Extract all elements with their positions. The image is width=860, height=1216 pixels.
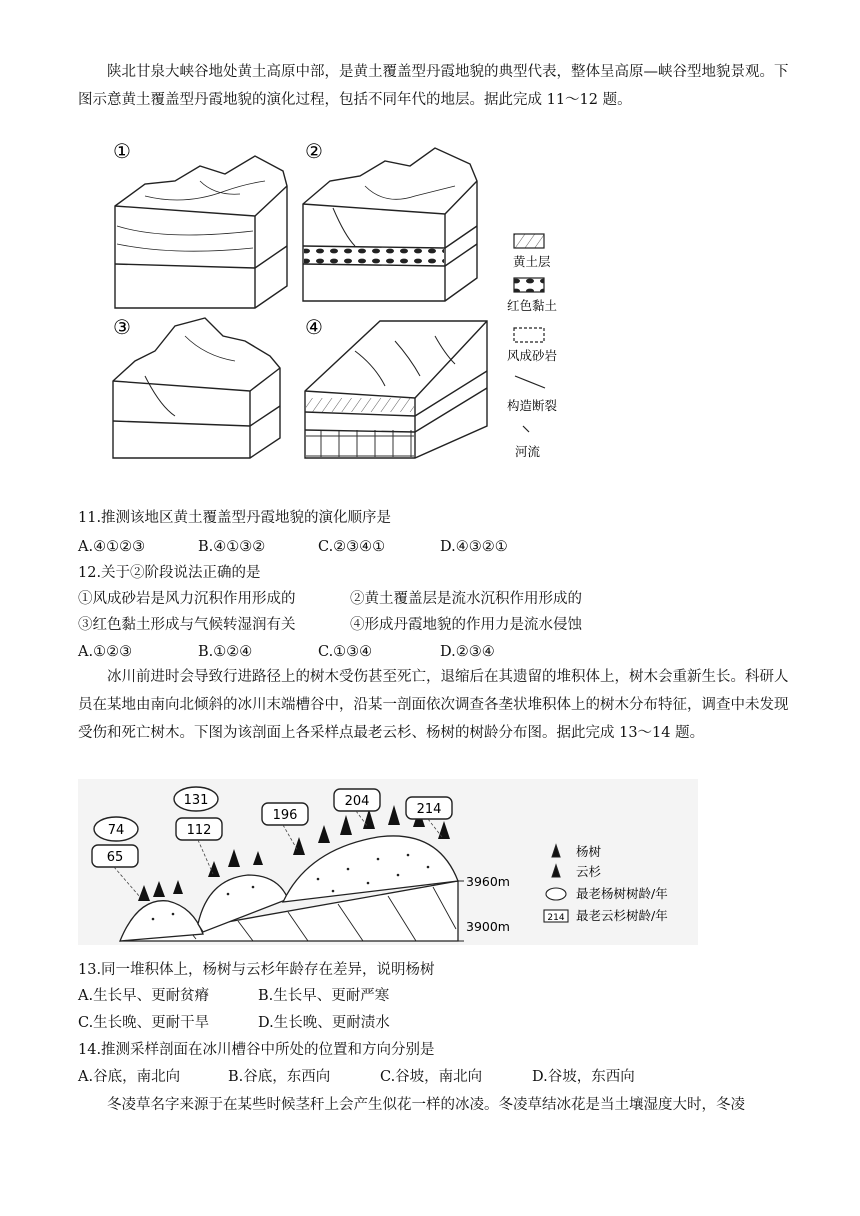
tree-age-profile-figure [78, 779, 698, 945]
elevation-upper: 3960m [466, 874, 510, 889]
stage-2-label: ② [305, 139, 323, 163]
landform-evolution-figure [105, 136, 575, 464]
stage-4-label: ④ [305, 315, 323, 339]
q12-statement-4: ④形成丹霞地貌的作用力是流水侵蚀 [350, 617, 582, 633]
legend-poplar: 杨树 [576, 844, 602, 859]
spruce-age-3: 214 [416, 802, 442, 817]
q11-option-a: A.④①②③ [78, 539, 146, 555]
intro-paragraph-2: 冰川前进时会导致行进路径上的树木受伤甚至死亡，退缩后在其遗留的堆积体上，树木会重新生长。科研人员在某地由南向北倾斜的冰川末端槽谷中，沿某一剖面依次调查各垄状堆积体上的树木分布特征，调查中未发现受伤和死亡树木。下图为该剖面上各采样点最老云杉、杨树的树龄分布图。据此完成 13～14 题。 [78, 669, 789, 741]
q12-option-c: C.①③④ [318, 644, 373, 660]
q14-stem: 14.推测采样剖面在冰川槽谷中所处的位置和方向分别是 [78, 1042, 435, 1058]
q14-option-d: D.谷坡，东西向 [532, 1069, 635, 1085]
block-stage-4 [305, 321, 487, 458]
q12-option-a: A.①②③ [78, 644, 133, 660]
q12-statement-2: ②黄土覆盖层是流水沉积作用形成的 [350, 591, 582, 607]
block-stage-3 [113, 318, 280, 458]
poplar-age-1: 74 [107, 823, 125, 838]
spruce-age-1: 65 [106, 850, 124, 865]
intro-paragraph-1: 陕北甘泉大峡谷地处黄土高原中部，是黄土覆盖型丹霞地貌的典型代表，整体呈高原—峡谷型地貌景观。下图示意黄土覆盖型丹霞地貌的演化过程，包括不同年代的地层。据此完成 11～12 题。 [78, 64, 789, 108]
poplar-age-3: 196 [272, 808, 298, 823]
q13-stem: 13.同一堆积体上，杨树与云杉年龄存在差异，说明杨树 [78, 962, 435, 978]
q12-statement-1: ①风成砂岩是风力沉积作用形成的 [78, 591, 296, 607]
legend-fault: 构造断裂 [507, 398, 558, 413]
q11-option-c: C.②③④① [318, 539, 386, 555]
elevation-lower: 3900m [466, 919, 510, 934]
stage-1-label: ① [113, 139, 131, 163]
poplar-age-4: 204 [344, 794, 370, 809]
q14-option-b: B.谷底，东西向 [228, 1069, 331, 1085]
q11-option-d: D.④③②① [440, 539, 508, 555]
poplar-age-2: 131 [183, 793, 209, 808]
q11-stem: 11.推测该地区黄土覆盖型丹霞地貌的演化顺序是 [78, 510, 392, 526]
q12-option-b: B.①②④ [198, 644, 253, 660]
legend-loess: 黄土层 [513, 254, 551, 269]
q12-option-d: D.②③④ [440, 644, 495, 660]
legend-spruce: 云杉 [576, 864, 602, 879]
legend-spruce-age-sample: 214 [547, 913, 565, 923]
q13-option-c: C.生长晚、更耐干旱 [78, 1015, 210, 1031]
q11-option-b: B.④①③② [198, 539, 266, 555]
spruce-age-2: 112 [186, 823, 212, 838]
stage-3-label: ③ [113, 315, 131, 339]
legend-oldest-spruce-age: 最老云杉树龄/年 [576, 908, 668, 923]
intro-paragraph-3: 冬凌草名字来源于在某些时候茎秆上会产生似花一样的冰凌。冬凌草结冰花是当土壤湿度大时，冬凌 [107, 1097, 745, 1113]
q12-stem: 12.关于②阶段说法正确的是 [78, 565, 261, 581]
legend-oldest-poplar-age: 最老杨树树龄/年 [576, 886, 668, 901]
block-stage-1 [115, 156, 287, 308]
q13-option-a: A.生长早、更耐贫瘠 [78, 988, 210, 1004]
block-stage-2 [303, 148, 477, 301]
q12-statement-3: ③红色黏土形成与气候转湿润有关 [78, 617, 296, 633]
legend-red-clay: 红色黏土 [507, 298, 558, 313]
q13-option-d: D.生长晚、更耐渍水 [258, 1015, 390, 1031]
legend-aeolian-sandstone: 风成砂岩 [507, 348, 558, 363]
q13-option-b: B.生长早、更耐严寒 [258, 988, 390, 1004]
q14-option-c: C.谷坡，南北向 [380, 1069, 483, 1085]
q14-option-a: A.谷底，南北向 [78, 1069, 181, 1085]
legend-river: 河流 [515, 444, 541, 459]
